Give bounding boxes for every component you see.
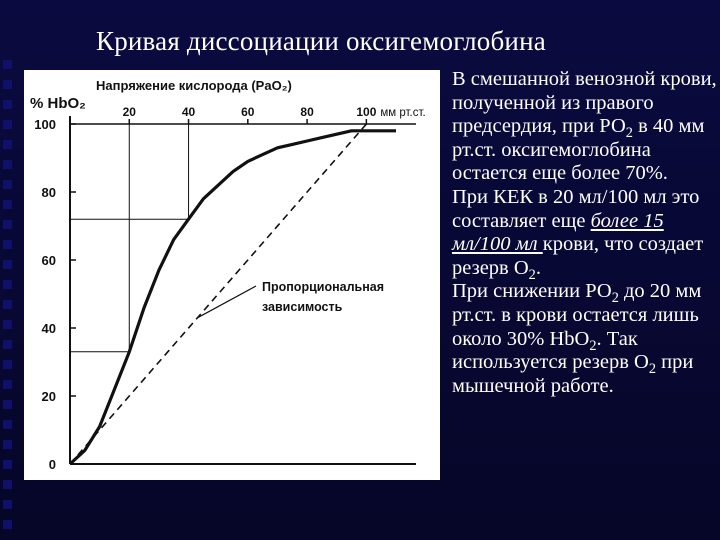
dissociation-chart [24, 70, 440, 480]
chart-panel [24, 70, 440, 480]
y-tick-label: 40 [41, 321, 56, 336]
proportional-label-line2: зависимость [262, 300, 343, 314]
x-tick-label: 20 [122, 105, 136, 119]
slide-title: Кривая диссоциации оксигемоглобина [96, 26, 546, 56]
proportional-label: Пропорциональная [262, 280, 385, 294]
reserve-amount-link[interactable]: более 15 мл/100 мл [452, 209, 664, 256]
dissociation-curve [70, 131, 396, 464]
proportional-line [70, 124, 366, 464]
border-decoration [0, 60, 16, 530]
label-pointer [197, 286, 256, 318]
y-tick-label: 0 [48, 457, 56, 472]
paragraph-muscle-work: При снижении $РО_2$ до 20 мм рт.ст. в крови остается лишь около 30% НbО$_2$. Так используется резерв $О_2$ при мышечной работе. [452, 280, 702, 397]
y-tick-label: 80 [41, 185, 56, 200]
x-tick-label: 40 [181, 105, 196, 119]
y-tick-label: 100 [34, 117, 56, 132]
chart-title: Напряжение кислорода (PaO₂) [96, 78, 292, 93]
y-tick-label: 20 [41, 389, 56, 404]
x-tick-label: 80 [300, 105, 314, 119]
paragraph-venous-blood: В смешанной венозной крови, полученной из правого предсердия, при $РО_2$ в 40 мм рт.ст. оксигемоглобина остается еще более 70%. [452, 68, 717, 185]
explanation-text [452, 68, 720, 398]
y-axis-label: % HbO₂ [30, 95, 86, 112]
y-tick-label: 60 [41, 253, 56, 268]
x-tick-label: 100 [356, 105, 377, 119]
paragraph-oxygen-reserve: При КЕК в 20 мл/100 мл это составляет еще более 15 мл/100 мл крови, что создает резерв $О_2$. [452, 185, 704, 283]
x-axis-unit-label: мм рт.ст. [380, 107, 426, 119]
x-tick-label: 60 [241, 105, 255, 119]
